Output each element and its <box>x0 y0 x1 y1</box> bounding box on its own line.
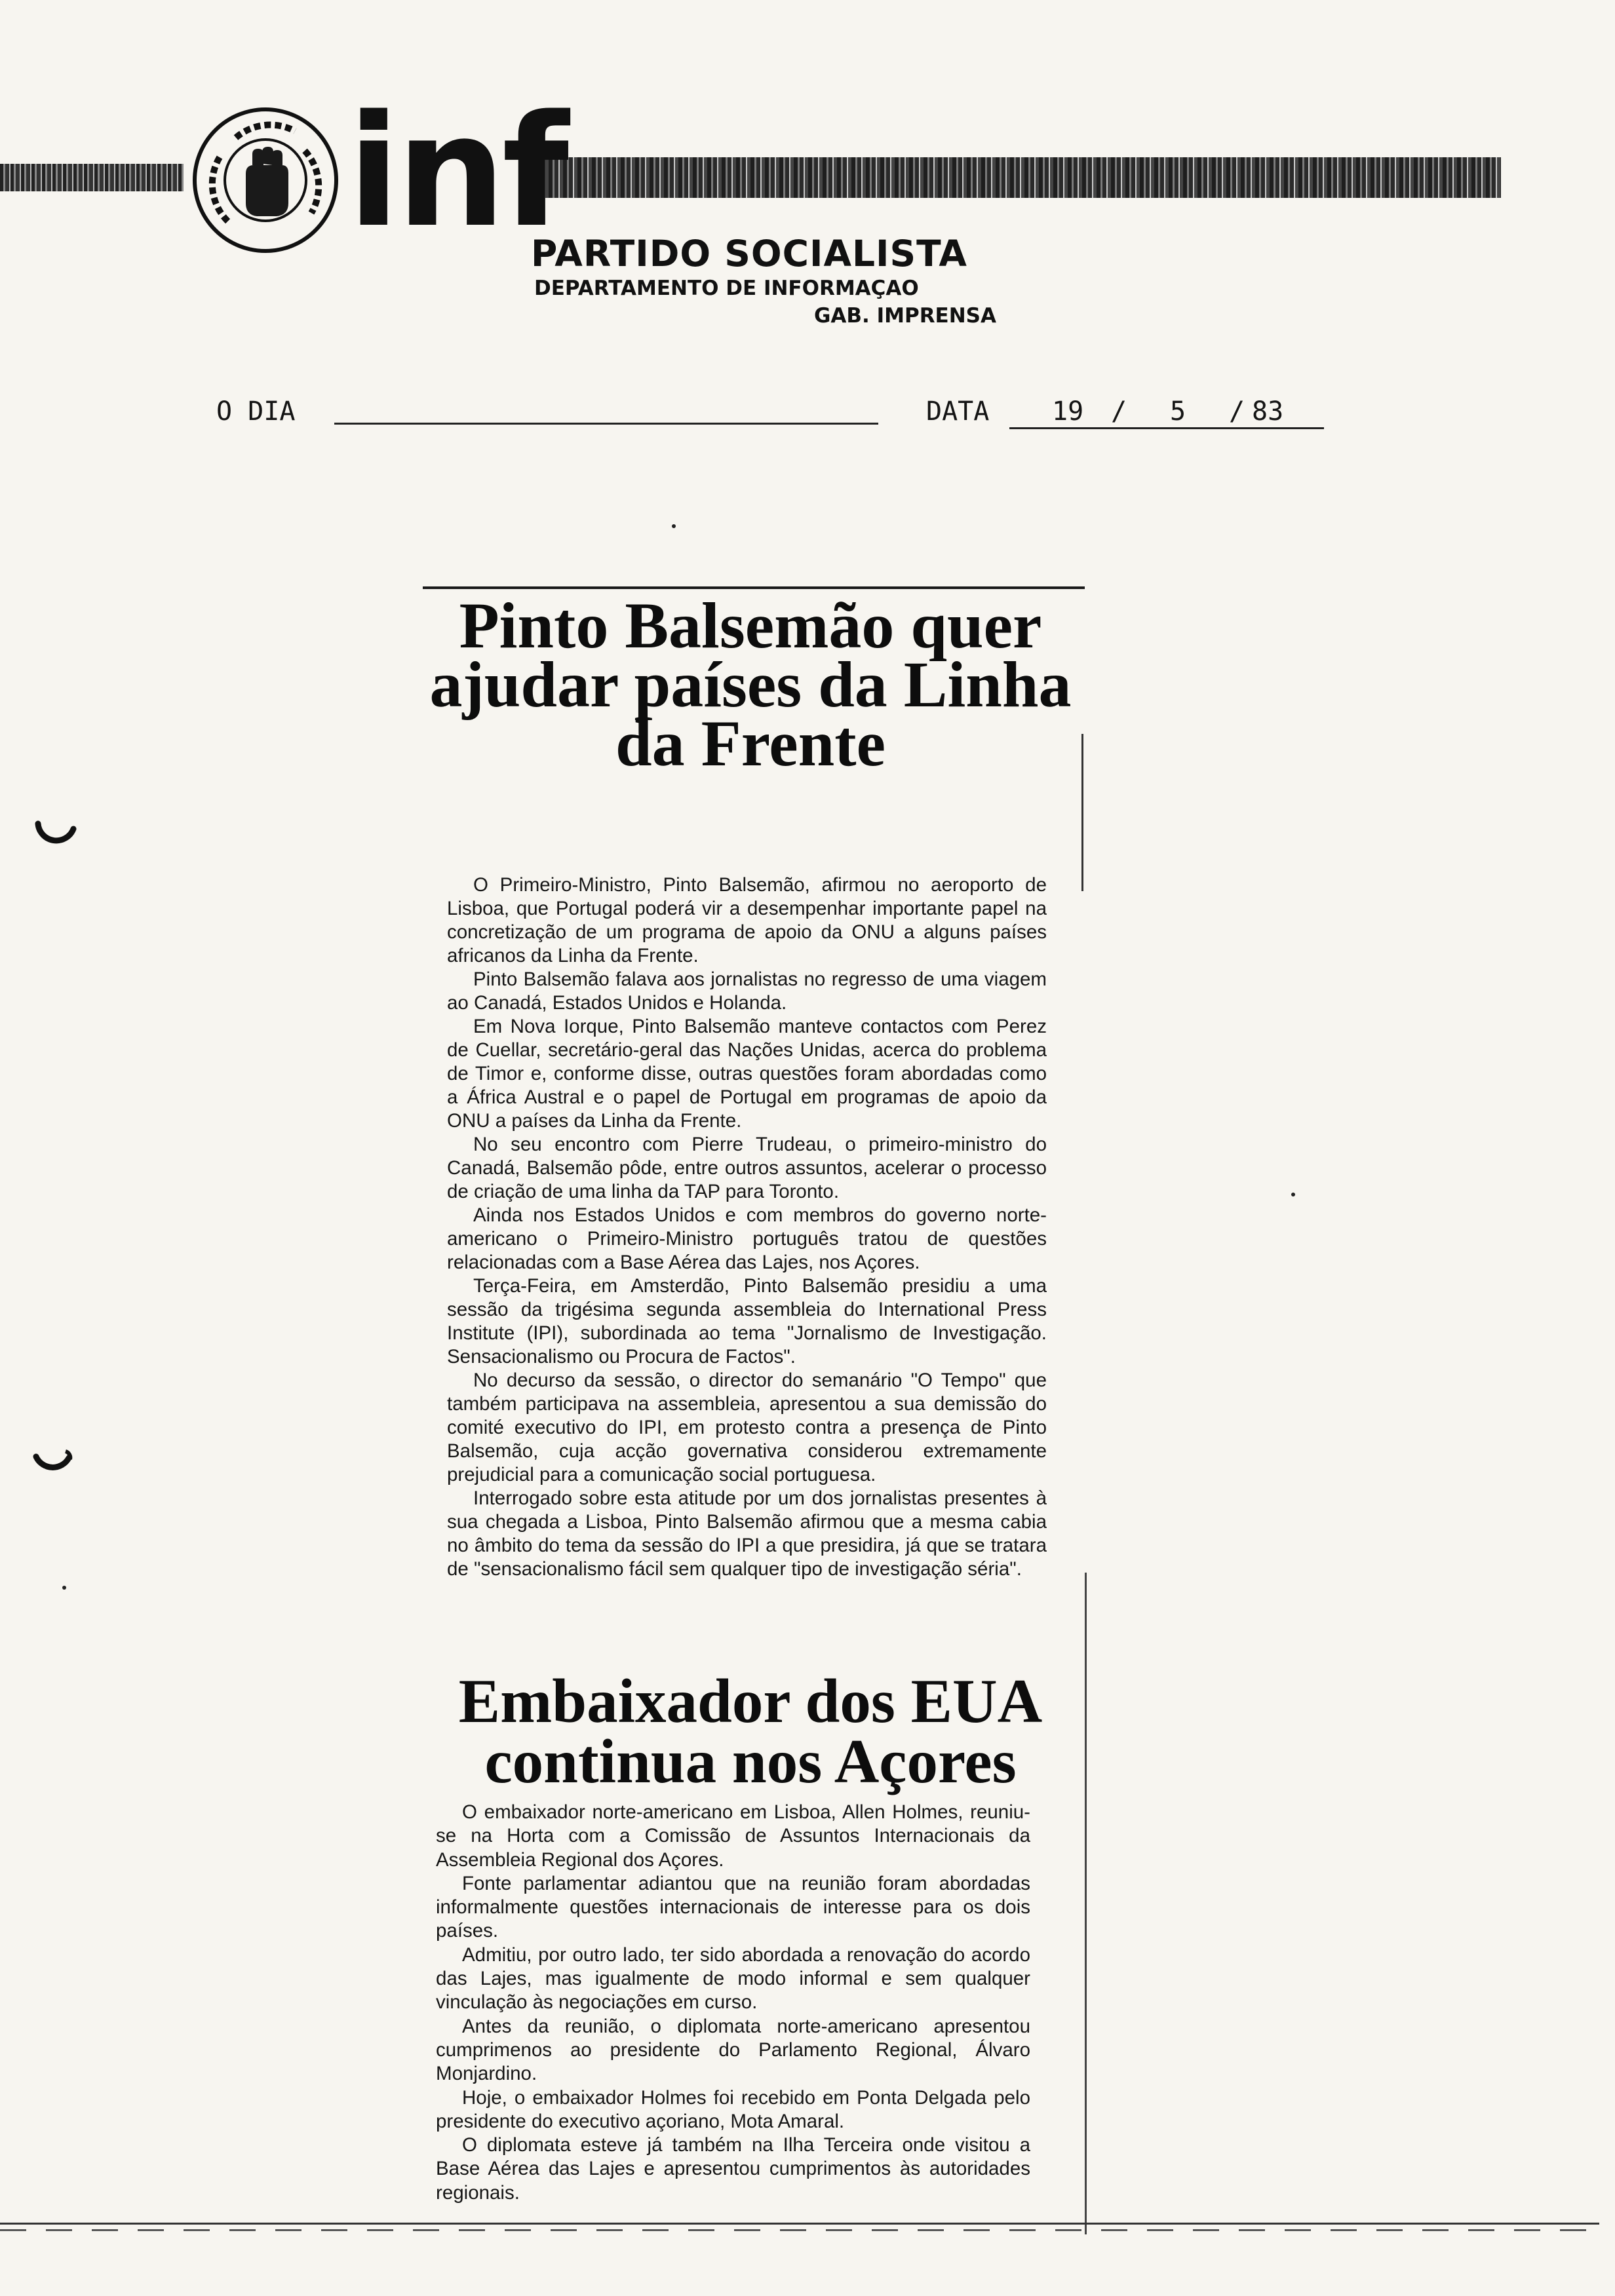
punch-hole-icon <box>29 1438 75 1484</box>
article-paragraph: Ainda nos Estados Unidos e com membros do governo norte-americano o Primeiro-Ministro português tratou de questões relacionadas com a Base Aérea das Lajes, nos Açores. <box>447 1204 1047 1273</box>
article-paragraph: No seu encontro com Pierre Trudeau, o primeiro-ministro do Canadá, Balsemão pôde, entre outros assuntos, acelerar o processo de criação de uma linha da TAP para Toronto. <box>447 1134 1047 1202</box>
article-paragraph: O embaixador norte-americano em Lisboa, Allen Holmes, reuniu-se na Horta com a Comissão de Assuntos Internacionais da Assembleia Regional dos Açores. <box>436 1801 1030 1871</box>
department-name: DEPARTAMENTO DE INFORMAÇAO <box>534 277 919 300</box>
article-1-headline: Pinto Balsemão quer ajudar países da Linha da Frente <box>429 589 1072 780</box>
article-paragraph: Admitiu, por outro lado, ter sido abordada a renovação do acordo das Lajes, mas igualmente de modo informal e sem qualquer vinculação às negociações em curso. <box>436 1943 1030 2014</box>
date-field <box>1009 396 1324 429</box>
organization-name: PARTIDO SOCIALISTA <box>531 233 967 275</box>
article-paragraph: O diplomata esteve já também na Ilha Terceira onde visitou a Base Aérea das Lajes e apresentou cumprimentos às autoridades regionais. <box>436 2134 1030 2204</box>
party-seal-fist-icon <box>190 105 341 256</box>
article-1-body <box>447 873 1047 1581</box>
scan-speck <box>672 524 676 528</box>
article-2-body <box>436 1801 1030 2205</box>
inf-logo: inf <box>347 83 566 261</box>
article-paragraph: Hoje, o embaixador Holmes foi recebido em Ponta Delgada pelo presidente do executivo açoriano, Mota Amaral. <box>436 2086 1030 2132</box>
article-2-headline: Embaixador dos EUA continua nos Açores <box>458 1666 1043 1796</box>
source-blank-line <box>334 423 878 425</box>
clipping-edge <box>1085 1573 1087 2234</box>
article-paragraph: Fonte parlamentar adiantou que na reunião foram abordadas informalmente questões internacionais de interesse para os dois países. <box>436 1872 1030 1942</box>
organization-block <box>531 233 996 330</box>
clipping-edge <box>1081 734 1083 891</box>
date-separator: / <box>1229 396 1245 427</box>
article-paragraph: Pinto Balsemão falava aos jornalistas no regresso de uma viagem ao Canadá, Estados Unidos e Holanda. <box>447 968 1047 1014</box>
scan-speck <box>1291 1193 1295 1196</box>
page-bottom-rule <box>0 2229 1599 2231</box>
date-label: DATA <box>926 396 990 427</box>
punch-hole-icon <box>33 809 79 855</box>
date-separator: / <box>1111 396 1127 427</box>
page-bottom-rule <box>0 2223 1599 2225</box>
press-office-name: GAB. IMPRENSA <box>813 304 996 328</box>
date-year: 83 <box>1252 396 1284 427</box>
header-stripe-right <box>534 157 1501 198</box>
article-paragraph: Terça-Feira, em Amsterdão, Pinto Balsemão presidiu a uma sessão da trigésima segunda assembleia do International Press Institute (IPI), subordinada ao tema "Jornalismo de Investigação. Sensacionalismo ou Procura de Factos". <box>447 1275 1047 1368</box>
date-month: 5 <box>1170 396 1186 427</box>
date-day: 19 <box>1052 396 1084 427</box>
article-paragraph: No decurso da sessão, o director do semanário "O Tempo" que também participava na assembleia, apresentou a sua demissão do comité executivo do IPI, em protesto contra a presença de Pinto Balsemão, cuja acção governativa considerou extremamente prejudicial para a comunicação social portuguesa. <box>447 1369 1047 1485</box>
header-stripe-left <box>0 164 184 191</box>
scan-speck <box>62 1586 66 1590</box>
article-paragraph: Antes da reunião, o diplomata norte-americano apresentou cumprimenos ao presidente do Parlamento Regional, Álvaro Monjardino. <box>436 2015 1030 2085</box>
source-label: O DIA <box>216 396 296 427</box>
article-paragraph: Interrogado sobre esta atitude por um dos jornalistas presentes à sua chegada a Lisboa, Pinto Balsemão afirmou que a mesma cabia no âmbito do tema da sessão do IPI a que presidira, já que se tratara de "sensacionalismo fácil sem qualquer tipo de investigação séria". <box>447 1487 1047 1580</box>
article-paragraph: Em Nova Iorque, Pinto Balsemão manteve contactos com Perez de Cuellar, secretário-geral das Nações Unidas, acerca do problema de Timor e, conforme disse, outras questões foram abordadas como a África Austral e o papel de Portugal em programas de apoio da ONU a países da Linha da Frente. <box>447 1016 1047 1132</box>
article-paragraph: O Primeiro-Ministro, Pinto Balsemão, afirmou no aeroporto de Lisboa, que Portugal poderá vir a desempenhar importante papel na concretização de um programa de apoio da ONU a alguns países africanos da Linha da Frente. <box>447 874 1047 966</box>
